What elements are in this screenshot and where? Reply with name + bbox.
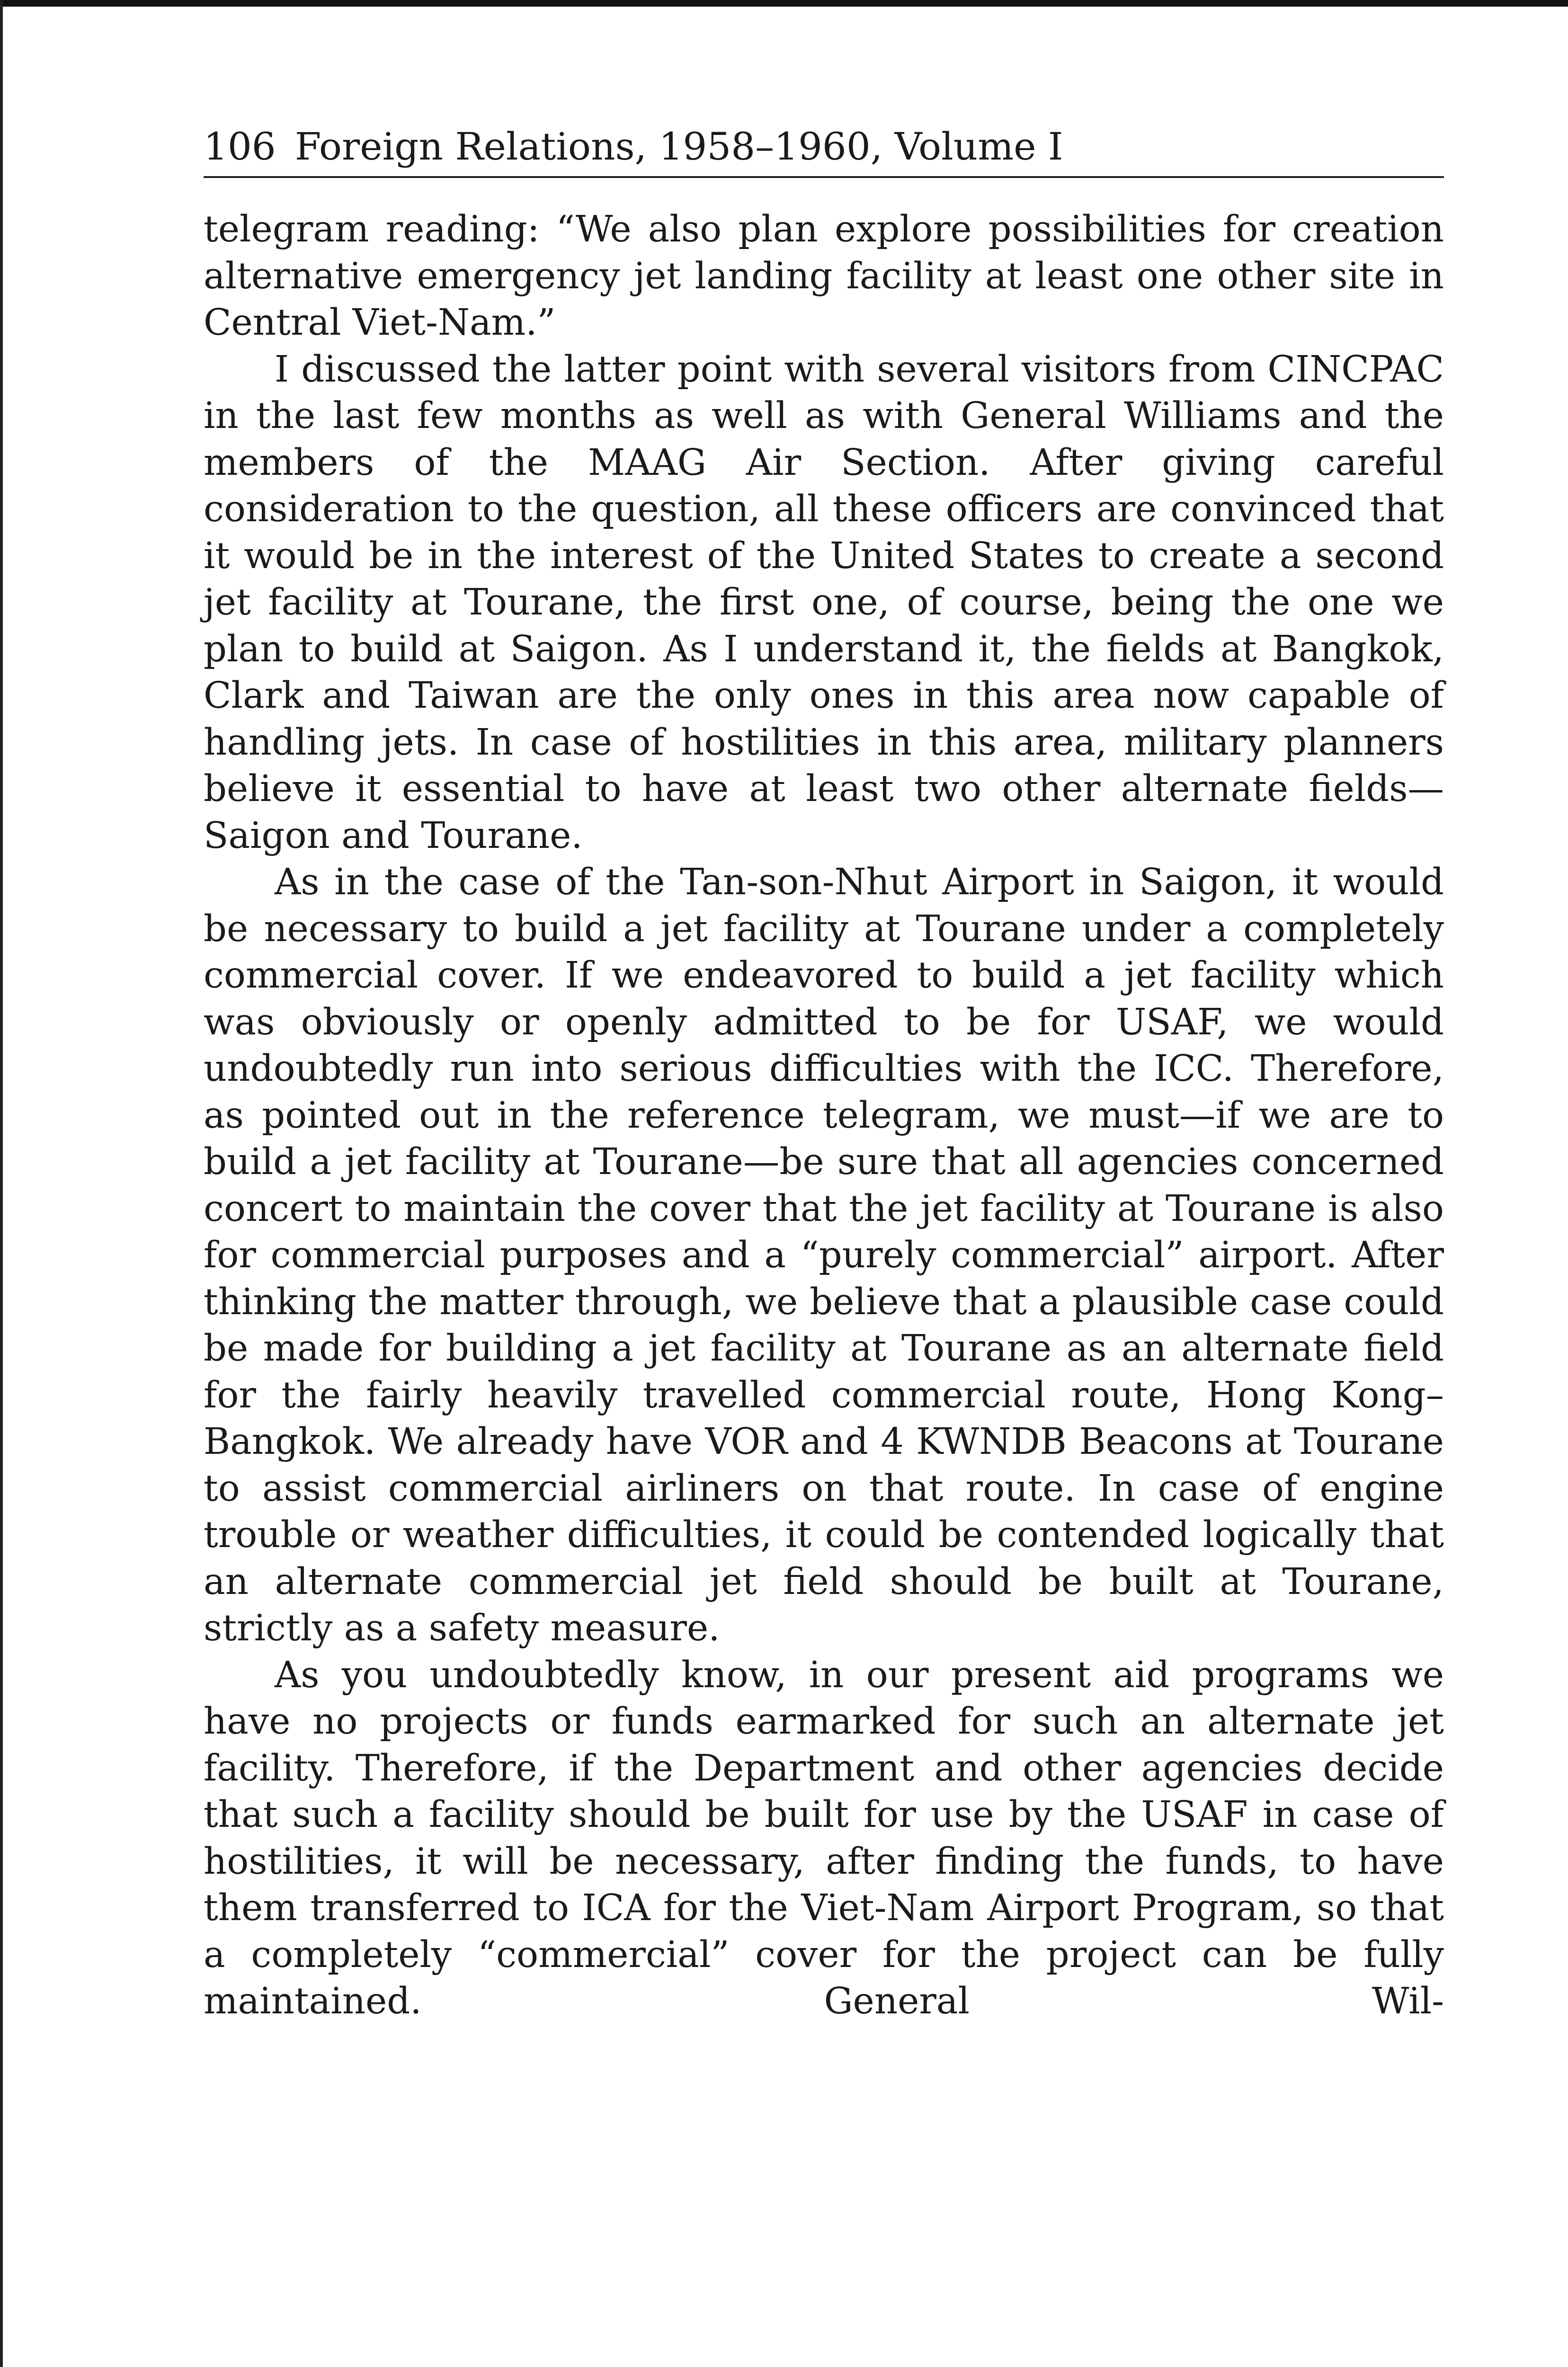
document-page (204, 125, 1444, 2025)
page-number: 106 (204, 125, 276, 169)
paragraph: As in the case of the Tan-son-Nhut Airport in Saigon, it would be necessary to build a jet facility at Tourane under a completely commercial cover. If we endeavored to build a jet facility which was obviously or openly admitted to be for USAF, we would undoubtedly run into serious difficulties with the ICC. Therefore, as pointed out in the reference telegram, we must—if we are to build a jet facility at Tourane—be sure that all agencies concerned concert to maintain the cover that the jet facility at Tourane is also for commercial purposes and a “purely commercial” airport. After thinking the matter through, we believe that a plausible case could be made for building a jet facility at Tourane as an alternate field for the fairly heavily travelled commercial route, Hong Kong–Bangkok. We already have VOR and 4 KWNDB Beacons at Tourane to assist commercial airliners on that route. In case of engine trouble or weather difficulties, it could be contended logically that an alternate commercial jet field should be built at Tourane, strictly as a safety measure. (204, 861, 1444, 1649)
paragraph-continuation: telegram reading: “We also plan explore possibilities for creation alternative emergency jet landing facility at least one other site in Central Viet-Nam.” (204, 208, 1444, 344)
running-title: Foreign Relations, 1958–1960, Volume I (294, 125, 1063, 169)
scan-border-left (0, 0, 3, 2367)
body-text (204, 206, 1444, 2025)
paragraph: As you undoubtedly know, in our present aid programs we have no projects or funds earmarked for such an alternate jet facility. Therefore, if the Department and other agencies decide that such a facility should be built for use by the USAF in case of hostilities, it will be necessary, after finding the funds, to have them transferred to ICA for the Viet-Nam Airport Program, so that a completely “commercial” cover for the project can be fully maintained. General Wil- (204, 1654, 1444, 2022)
scan-border-top (0, 0, 1568, 7)
running-header (204, 125, 1444, 178)
paragraph: I discussed the latter point with several visitors from CINCPAC in the last few months as well as with General Williams and the members of the MAAG Air Section. After giving careful consideration to the question, all these officers are convinced that it would be in the interest of the United States to create a second jet facility at Tourane, the first one, of course, being the one we plan to build at Saigon. As I understand it, the fields at Bangkok, Clark and Taiwan are the only ones in this area now capable of handling jets. In case of hostilities in this area, military planners believe it essential to have at least two other alternate fields—Saigon and Tourane. (204, 348, 1444, 857)
